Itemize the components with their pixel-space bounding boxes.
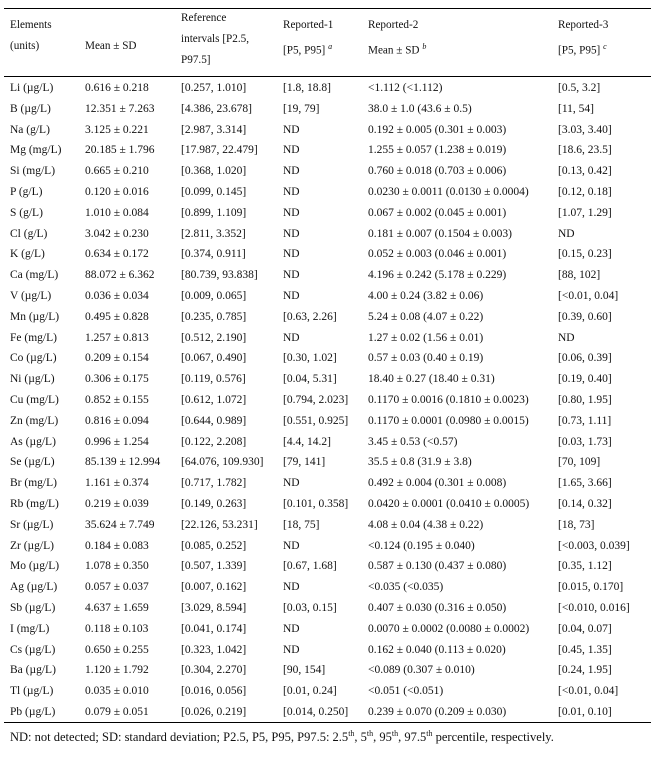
cell-reference-interval: [4.386, 23.678] [181, 102, 252, 115]
cell-mean-sd: 0.634 ± 0.172 [85, 248, 149, 261]
cell-reference-interval: [0.122, 2.208] [181, 435, 247, 448]
cell-reported-3: [0.15, 0.23] [558, 248, 612, 261]
table-row [0, 494, 655, 515]
cell-reference-interval: [0.099, 0.145] [181, 186, 247, 198]
cell-mean-sd: 0.852 ± 0.155 [85, 394, 149, 406]
cell-reference-interval: [0.323, 1.042] [181, 643, 247, 656]
cell-mean-sd: 20.185 ± 1.796 [85, 144, 155, 157]
cell-reference-interval: [2.811, 3.352] [181, 227, 246, 240]
cell-reported-2: 38.0 ± 1.0 (43.6 ± 0.5) [368, 102, 472, 115]
cell-reported-1: [0.63, 2.26] [283, 310, 337, 323]
cell-reported-2: <1.112 (<1.112) [368, 82, 443, 94]
cell-element: Si (mg/L) [10, 165, 56, 178]
cell-reference-interval: [0.009, 0.065] [181, 290, 247, 302]
cell-mean-sd: 0.650 ± 0.255 [85, 643, 149, 656]
cell-mean-sd: 1.120 ± 1.792 [85, 664, 149, 677]
cell-reported-2: 0.162 ± 0.040 (0.113 ± 0.020) [368, 643, 506, 656]
cell-mean-sd: 0.120 ± 0.016 [85, 186, 149, 198]
cell-reported-3: [0.39, 0.60] [558, 310, 612, 323]
cell-reported-1: ND [283, 248, 300, 261]
cell-reference-interval: [2.987, 3.314] [181, 123, 247, 136]
table-footnote: ND: not detected; SD: standard deviation; P2.5, P5, P95, P97.5: 2.5th, 5th, 95th, 97.5th percentile, respectively. [10, 729, 554, 745]
header-reported2-line2: Mean ± SD $^b$ [368, 42, 427, 57]
cell-reference-interval: [0.374, 0.911] [181, 248, 246, 261]
cell-reference-interval: [80.739, 93.838] [181, 269, 258, 282]
table-row [0, 702, 655, 723]
cell-mean-sd: 3.042 ± 0.230 [85, 227, 149, 240]
cell-reported-2: 0.587 ± 0.130 (0.437 ± 0.080) [368, 560, 507, 573]
cell-reported-3: [11, 54] [558, 102, 594, 115]
cell-reported-3: [0.01, 0.10] [558, 706, 612, 718]
header-reference-line1: Reference [181, 12, 227, 24]
cell-reported-1: [0.101, 0.358] [283, 498, 349, 510]
cell-reported-1: [0.794, 2.023] [283, 394, 349, 406]
cell-reported-2: 4.08 ± 0.04 (4.38 ± 0.22) [368, 518, 484, 531]
cell-element: K (g/L) [10, 248, 45, 261]
table-row [0, 515, 655, 536]
header-mean-label: Mean ± SD [85, 40, 137, 52]
cell-reported-2: 0.1170 ± 0.0016 (0.1810 ± 0.0023) [368, 394, 529, 406]
cell-reported-3: ND [558, 227, 575, 240]
cell-mean-sd: 85.139 ± 12.994 [85, 456, 161, 469]
table-row [0, 432, 655, 453]
cell-reported-1: [90, 154] [283, 664, 326, 677]
cell-reference-interval: [0.644, 0.989] [181, 414, 247, 427]
table-row [0, 390, 655, 411]
cell-reported-1: [0.551, 0.925] [283, 414, 349, 427]
footnote-marker-b: b [422, 42, 427, 51]
table-row [0, 78, 655, 99]
cell-reported-3: [18, 73] [558, 518, 595, 531]
cell-mean-sd: 1.161 ± 0.374 [85, 477, 149, 490]
cell-reported-2: 0.760 ± 0.018 (0.703 ± 0.006) [368, 165, 507, 178]
cell-reported-1: ND [283, 269, 300, 282]
footnote-marker-c: c [603, 42, 607, 51]
cell-reference-interval: [17.987, 22.479] [181, 144, 258, 157]
cell-element: Ba (µg/L) [10, 664, 56, 677]
cell-reported-1: [0.01, 0.24] [283, 685, 337, 698]
cell-reference-interval: [0.016, 0.056] [181, 685, 247, 698]
cell-reported-1: ND [283, 123, 300, 136]
cell-element: Na (g/L) [10, 123, 50, 136]
cell-mean-sd: 1.257 ± 0.813 [85, 331, 149, 344]
cell-reported-1: [0.67, 1.68] [283, 560, 337, 573]
cell-reported-1: [79, 141] [283, 456, 326, 469]
table-row [0, 556, 655, 577]
cell-reported-3: [0.13, 0.42] [558, 165, 612, 178]
cell-reference-interval: [22.126, 53.231] [181, 518, 258, 531]
table-row [0, 224, 655, 245]
cell-reported-3: [0.14, 0.32] [558, 498, 612, 510]
cell-mean-sd: 0.057 ± 0.037 [85, 581, 149, 594]
cell-reported-1: [0.03, 0.15] [283, 602, 337, 614]
cell-reported-1: [0.04, 5.31] [283, 373, 337, 386]
cell-reported-2: <0.124 (0.195 ± 0.040) [368, 539, 475, 552]
cell-mean-sd: 1.078 ± 0.350 [85, 560, 149, 573]
cell-mean-sd: 0.996 ± 1.254 [85, 435, 149, 448]
table-row [0, 452, 655, 473]
cell-reported-1: ND [283, 206, 300, 219]
cell-reported-1: ND [283, 539, 300, 552]
cell-reported-2: 4.196 ± 0.242 (5.178 ± 0.229) [368, 269, 507, 282]
cell-reported-1: [0.014, 0.250] [283, 706, 349, 718]
top-rule [4, 8, 651, 9]
cell-reported-2: 4.00 ± 0.24 (3.82 ± 0.06) [368, 290, 484, 302]
cell-reference-interval: [0.007, 0.162] [181, 581, 247, 594]
table-row [0, 140, 655, 161]
cell-reference-interval: [0.612, 1.072] [181, 394, 247, 406]
cell-mean-sd: 0.816 ± 0.094 [85, 414, 149, 427]
cell-element: Mg (mg/L) [10, 144, 62, 157]
cell-mean-sd: 88.072 ± 6.362 [85, 269, 155, 282]
cell-element: Li (µg/L) [10, 82, 54, 94]
bottom-rule [4, 722, 651, 723]
table-row [0, 681, 655, 702]
cell-element: Ag (µg/L) [10, 581, 58, 594]
cell-reported-2: 5.24 ± 0.08 (4.07 ± 0.22) [368, 310, 484, 323]
cell-reported-3: [0.45, 1.35] [558, 643, 612, 656]
cell-mean-sd: 4.637 ± 1.659 [85, 602, 149, 614]
header-reported3 [558, 15, 608, 62]
cell-reference-interval: [0.512, 2.190] [181, 331, 247, 344]
cell-reported-3: [1.65, 3.66] [558, 477, 612, 490]
cell-reported-3: [3.03, 3.40] [558, 123, 612, 136]
cell-element: I (mg/L) [10, 622, 50, 635]
cell-reference-interval: [3.029, 8.594] [181, 602, 247, 614]
table-row [0, 265, 655, 286]
cell-reported-1: [1.8, 18.8] [283, 82, 331, 94]
cell-reported-3: [0.03, 1.73] [558, 435, 612, 448]
cell-reported-3: [0.015, 0.170] [558, 581, 624, 594]
cell-reported-3: ND [558, 331, 575, 344]
cell-element: Cl (g/L) [10, 227, 48, 240]
cell-element: B (µg/L) [10, 102, 51, 115]
cell-reported-2: 0.239 ± 0.070 (0.209 ± 0.030) [368, 706, 507, 718]
header-reference-line2: intervals [P2.5, [181, 33, 250, 45]
cell-reported-1: ND [283, 331, 300, 344]
cell-element: Rb (mg/L) [10, 498, 59, 510]
table-row [0, 328, 655, 349]
cell-element: Sr (µg/L) [10, 518, 54, 531]
cell-reported-3: [18.6, 23.5] [558, 144, 612, 157]
cell-reported-1: ND [283, 643, 300, 656]
cell-reported-2: <0.089 (0.307 ± 0.010) [368, 664, 475, 677]
cell-element: Mn (µg/L) [10, 310, 60, 323]
cell-element: Mo (µg/L) [10, 560, 60, 573]
cell-mean-sd: 1.010 ± 0.084 [85, 206, 149, 219]
cell-reported-1: ND [283, 477, 300, 490]
table-row [0, 640, 655, 661]
cell-reported-2: 0.181 ± 0.007 (0.1504 ± 0.003) [368, 227, 512, 240]
table-row [0, 473, 655, 494]
cell-reference-interval: [0.041, 0.174] [181, 622, 247, 635]
cell-element: P (g/L) [10, 186, 43, 198]
cell-element: Pb (µg/L) [10, 706, 56, 718]
cell-reported-3: [0.5, 3.2] [558, 82, 601, 94]
header-elements-line1: Elements [10, 19, 52, 31]
cell-mean-sd: 0.118 ± 0.103 [85, 622, 149, 635]
cell-reported-3: [<0.01, 0.04] [558, 290, 619, 302]
header-elements [10, 15, 52, 57]
cell-reported-2: 0.052 ± 0.003 (0.046 ± 0.001) [368, 248, 507, 261]
cell-reported-1: ND [283, 165, 300, 178]
cell-reference-interval: [0.368, 1.020] [181, 165, 247, 178]
cell-reported-1: [4.4, 14.2] [283, 435, 331, 448]
cell-reference-interval: [0.899, 1.109] [181, 206, 247, 219]
cell-reported-1: [18, 75] [283, 518, 320, 531]
cell-mean-sd: 12.351 ± 7.263 [85, 102, 155, 115]
cell-reference-interval: [0.085, 0.252] [181, 539, 247, 552]
cell-element: Cs (µg/L) [10, 643, 56, 656]
cell-reported-3: [0.06, 0.39] [558, 352, 612, 365]
cell-reference-interval: [0.149, 0.263] [181, 498, 247, 510]
cell-reported-3: [88, 102] [558, 269, 601, 282]
cell-reported-3: [70, 109] [558, 456, 601, 469]
cell-mean-sd: 0.495 ± 0.828 [85, 310, 149, 323]
cell-mean-sd: 0.184 ± 0.083 [85, 539, 149, 552]
cell-mean-sd: 0.616 ± 0.218 [85, 82, 149, 94]
footnote-marker-a: a [328, 42, 333, 51]
cell-mean-sd: 0.035 ± 0.010 [85, 685, 149, 698]
cell-element: S (g/L) [10, 206, 43, 219]
table-row [0, 307, 655, 328]
cell-reported-1: ND [283, 186, 300, 198]
cell-reference-interval: [0.304, 2.270] [181, 664, 247, 677]
table-row [0, 203, 655, 224]
cell-reported-3: [0.80, 1.95] [558, 394, 612, 406]
cell-reported-1: ND [283, 581, 300, 594]
cell-element: Br (mg/L) [10, 477, 57, 490]
header-rule [4, 76, 651, 77]
cell-reported-2: 1.27 ± 0.02 (1.56 ± 0.01) [368, 331, 484, 344]
cell-reported-2: 3.45 ± 0.53 (<0.57) [368, 435, 458, 448]
header-reported3-line2: [P5, P95] $^c$ [558, 42, 607, 57]
cell-mean-sd: 0.306 ± 0.175 [85, 373, 149, 386]
cell-reported-1: ND [283, 144, 300, 157]
cell-reported-3: [0.04, 0.07] [558, 622, 612, 635]
cell-element: Zr (µg/L) [10, 539, 54, 552]
cell-reported-3: [<0.010, 0.016] [558, 602, 630, 614]
header-reported2 [368, 15, 426, 62]
table-row [0, 660, 655, 681]
cell-reported-2: 0.57 ± 0.03 (0.40 ± 0.19) [368, 352, 484, 365]
table-row [0, 577, 655, 598]
cell-reported-2: 0.0230 ± 0.0011 (0.0130 ± 0.0004) [368, 186, 529, 198]
header-reported1 [283, 15, 333, 62]
cell-element: Fe (mg/L) [10, 331, 57, 344]
table-row [0, 411, 655, 432]
cell-reported-1: ND [283, 290, 300, 302]
cell-reported-1: ND [283, 227, 300, 240]
cell-reported-2: 0.067 ± 0.002 (0.045 ± 0.001) [368, 206, 507, 219]
table-row [0, 348, 655, 369]
cell-reference-interval: [0.257, 1.010] [181, 82, 247, 94]
cell-reported-1: ND [283, 622, 300, 635]
cell-element: As (µg/L) [10, 435, 56, 448]
cell-reference-interval: [0.717, 1.782] [181, 477, 247, 490]
cell-mean-sd: 0.079 ± 0.051 [85, 706, 149, 718]
header-reference-line3: P97.5] [181, 54, 211, 66]
table-row [0, 120, 655, 141]
cell-reported-3: [0.24, 1.95] [558, 664, 612, 677]
table-row [0, 369, 655, 390]
cell-reported-2: 0.492 ± 0.004 (0.301 ± 0.008) [368, 477, 507, 490]
table-row [0, 244, 655, 265]
cell-mean-sd: 0.219 ± 0.039 [85, 498, 149, 510]
cell-reported-2: 0.1170 ± 0.0001 (0.0980 ± 0.0015) [368, 414, 529, 427]
cell-reference-interval: [0.026, 0.219] [181, 706, 247, 718]
cell-element: Ca (mg/L) [10, 269, 59, 282]
cell-mean-sd: 3.125 ± 0.221 [85, 123, 149, 136]
cell-element: Tl (µg/L) [10, 685, 54, 698]
cell-reported-2: 1.255 ± 0.057 (1.238 ± 0.019) [368, 144, 507, 157]
cell-reported-3: [0.12, 0.18] [558, 186, 612, 198]
table-row [0, 161, 655, 182]
cell-reported-2: <0.051 (<0.051) [368, 685, 444, 698]
header-mean [85, 36, 137, 57]
header-reported3-line1: Reported-3 [558, 19, 609, 31]
cell-element: Ni (µg/L) [10, 373, 55, 386]
cell-element: V (µg/L) [10, 290, 52, 302]
cell-reported-3: [<0.003, 0.039] [558, 539, 630, 552]
cell-reported-2: 0.0070 ± 0.0002 (0.0080 ± 0.0002) [368, 622, 530, 635]
header-reference [181, 8, 249, 71]
table-row [0, 286, 655, 307]
cell-element: Cu (mg/L) [10, 394, 59, 406]
cell-mean-sd: 0.665 ± 0.210 [85, 165, 149, 178]
cell-reported-1: [0.30, 1.02] [283, 352, 337, 365]
cell-mean-sd: 0.036 ± 0.034 [85, 290, 149, 302]
cell-reported-2: 0.0420 ± 0.0001 (0.0410 ± 0.0005) [368, 498, 530, 510]
cell-element: Co (µg/L) [10, 352, 57, 365]
header-reported2-line1: Reported-2 [368, 19, 419, 31]
cell-mean-sd: 35.624 ± 7.749 [85, 518, 155, 531]
table-row [0, 99, 655, 120]
cell-reference-interval: [0.067, 0.490] [181, 352, 247, 365]
cell-reported-3: [0.35, 1.12] [558, 560, 612, 573]
cell-reported-2: 0.407 ± 0.030 (0.316 ± 0.050) [368, 602, 507, 614]
cell-element: Se (µg/L) [10, 456, 55, 469]
cell-reported-3: [0.73, 1.11] [558, 414, 612, 427]
cell-reported-3: [1.07, 1.29] [558, 206, 612, 219]
cell-reference-interval: [0.119, 0.576] [181, 373, 246, 386]
table-row [0, 182, 655, 203]
header-reported1-line2: [P5, P95] $^a$ [283, 42, 333, 57]
cell-reported-2: 0.192 ± 0.005 (0.301 ± 0.003) [368, 123, 507, 136]
table-row [0, 536, 655, 557]
cell-reference-interval: [0.507, 1.339] [181, 560, 247, 573]
cell-element: Sb (µg/L) [10, 602, 56, 614]
cell-reported-2: 18.40 ± 0.27 (18.40 ± 0.31) [368, 373, 495, 386]
header-reported1-line1: Reported-1 [283, 19, 334, 31]
table-row [0, 598, 655, 619]
table-row [0, 619, 655, 640]
cell-reported-2: 35.5 ± 0.8 (31.9 ± 3.8) [368, 456, 472, 469]
cell-reported-3: [<0.01, 0.04] [558, 685, 619, 698]
cell-mean-sd: 0.209 ± 0.154 [85, 352, 149, 365]
cell-reference-interval: [0.235, 0.785] [181, 310, 247, 323]
header-elements-line2: (units) [10, 40, 40, 52]
cell-reported-1: [19, 79] [283, 102, 320, 115]
cell-element: Zn (mg/L) [10, 414, 59, 427]
cell-reported-2: <0.035 (<0.035) [368, 581, 444, 594]
cell-reference-interval: [64.076, 109.930] [181, 456, 264, 469]
cell-reported-3: [0.19, 0.40] [558, 373, 612, 386]
